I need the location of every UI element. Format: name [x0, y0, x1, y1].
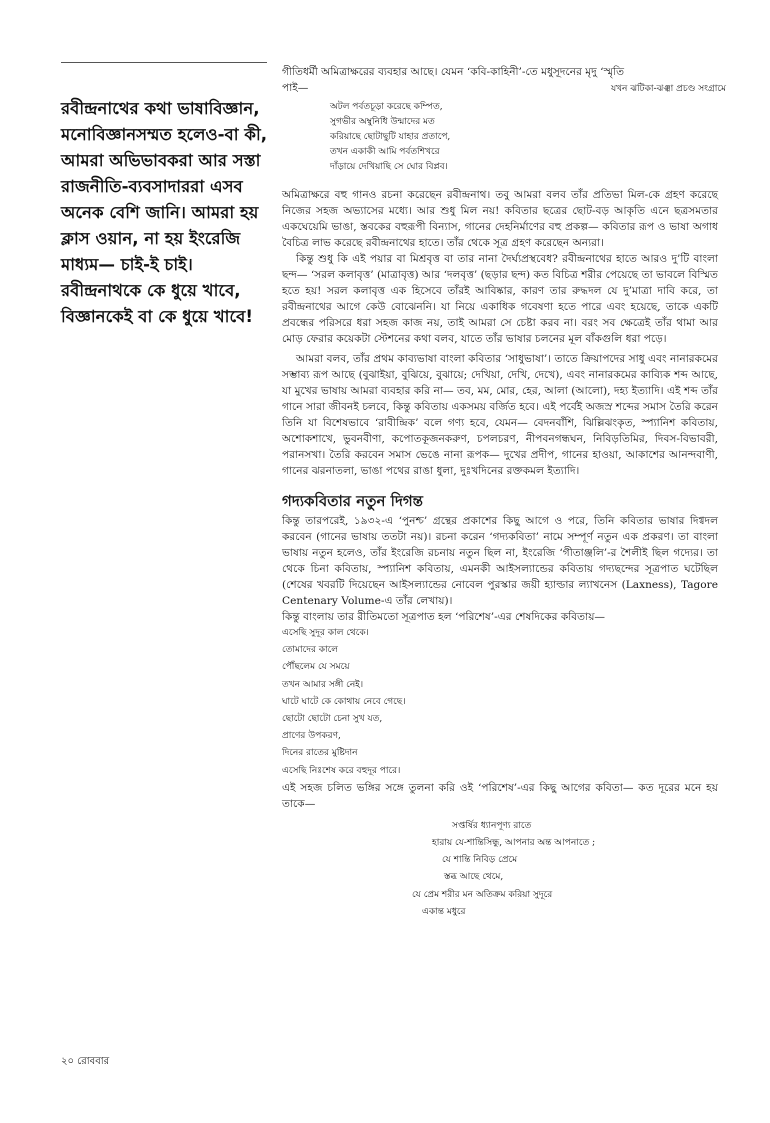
- verse-line: ছোটো ছোটো চেনা সুখ যত,: [282, 714, 383, 725]
- paragraph: কিন্তু তারপরেই, ১৯৩২-এ ‘পুনশ্চ’ গ্রন্থের প্রকাশের কিছু আগে ও পরে, তিনি কবিতার ভাষার দিগ্বদল করবেন (গানের ভাষায় ততটা নয়)। রচনা করেন ‘গদ্যকবিতা’ নামে সম্পূর্ণ নতুন এক প্রকরণ। তা বাংলা ভাষায় নতুন হলেও, তাঁর ইংরেজি রচনায় নতুন ছিল না, ইংরেজি ‘গীতাঞ্জলি’-র শৈলীই ছিল গদ্যের। তা থেকে চিনা কবিতায়, স্প্যানিশ কবিতায়, এমনকী আইসল্যান্ডের কবিতায় গদ্যছন্দের সূত্রপাত ঘটেছিল (শেষের খবরটি দিয়েছেন আইসল্যান্ডের নোবেল পুরস্কার জয়ী হ্যাল্ডার ল্যাখনেস (Laxness), Tagore Centenary Volume-এ তাঁর লেখায়)।: [282, 515, 718, 607]
- verse-line: যে শান্তি নিবিড় প্রেমে: [442, 855, 518, 866]
- verse-line: এসেছি নিঃশেষ করে বহুদূর পারে।: [282, 765, 401, 776]
- paragraph: এই সহজ চলিত ভঙ্গির সঙ্গে তুলনা করি ওই ‘পরিশেষ’-এর কিছু আগের কবিতা— কত দূরের মনে হয় তাকে—: [282, 781, 718, 810]
- verse-line: যে প্রেম শরীর মন অতিক্রম করিয়া সুদূরে: [412, 889, 553, 900]
- verse-line: একান্ত মধুরে: [422, 906, 466, 917]
- verse-line: তখন একাকী আমি পর্বতশিখরে: [330, 147, 440, 157]
- page-folio: ২০ রোববার: [61, 1056, 110, 1067]
- verse-line: অটল পর্বতচূড়া করেছে কম্পিত,: [330, 102, 443, 112]
- sidebar-top-rule: [61, 62, 267, 63]
- verse-line: দিনের রাতের মুষ্টিদান: [282, 748, 358, 759]
- verse-quote-1: [282, 100, 718, 175]
- verse-line: স্তব্ধ আছে থেমে,: [444, 872, 504, 883]
- opener-line-2: পাই—: [282, 82, 309, 94]
- pull-quote: রবীন্দ্রনাথের কথা ভাষাবিজ্ঞান, মনোবিজ্ঞানসম্মত হলেও-বা কী, আমরা অভিভাবকরা আর সস্তা রাজনীতি-ব্যবসাদাররা এসব অনেক বেশি জানি। আমরা হয় ক্লাস ওয়ান, না হয় ইংরেজি মাধ্যম— চাই-ই চাই। রবীন্দ্রনাথকে কে ধুয়ে খাবে, বিজ্ঞানকেই বা কে ধুয়ে খাবে!: [61, 99, 268, 326]
- opener-citation: যখন ঝটিকা-ঝঞ্ঝা প্রচণ্ড সংগ্রামে: [610, 84, 726, 94]
- verse-line: তখন আমার সঙ্গী নেই।: [282, 679, 364, 690]
- paragraph: কিন্তু বাংলায় তার রীতিমতো সূত্রপাত হল ‘পরিশেষ’-এর শেষদিকের কবিতায়—: [282, 611, 606, 623]
- verse-line: ঘাটে ঘাটে কে কোথায় নেবে গেছে।: [282, 696, 406, 707]
- verse-line: তোমাদের কালে: [282, 645, 339, 656]
- article-body: [282, 64, 726, 921]
- verse-quote-2: [282, 625, 718, 780]
- section-heading: গদ্যকবিতার নতুন দিগন্ত: [282, 492, 423, 510]
- verse-line: এসেছি সুদূর কাল থেকে।: [282, 628, 369, 638]
- opener-line-1: গীতিধর্মী অমিত্রাক্ষরের ব্যবহার আছে। যেমন ‘কবি-কাহিনী’-তে মধুসূদনের মৃদু ‘স্মৃতি: [282, 66, 625, 78]
- verse-quote-3: [282, 818, 718, 921]
- paragraph: আমরা বলব, তাঁর প্রথম কাব্যভাষা বাংলা কবিতার ‘সাধুভাষা’। তাতে ক্রিয়াপদের সাধু এবং নানারকমের সম্ভাব্য রূপ আছে (বুঝাইয়া, বুঝিয়ে, বুঝায়ে; দেখিয়া, দেখি, দেখে), এবং নানারকমের কাব্যিক শব্দ আছে, যা মুখের ভাষায় আমরা ব্যবহার করি না— তব, মম, মোর, হের, আলা (আলো), দহ্য ইত্যাদি। এই শব্দ তাঁর গানে সারা জীবনই চলবে, কিন্তু কবিতায় একসময় বর্জিত হবে। এই পর্বেই অজস্র শব্দের সমাস তৈরি করেন তিনি যা বিশেষভাবে ‘রাবীন্দ্রিক’ বলে গণ্য হবে, যেমন— বেদনবাঁশি, ঝিল্লিঝংকৃত, স্প্যানিশ কবিতায়, অশোকশাখে, ভুবনবীণা, কপোতকূজনকরুণ, চপলচরণ, নীপবনগন্ধঘন, নিবিড়তিমির, দিবস-বিভাবরী, পরানসখা। তৈরি করবেন সমাস ভেঙে নানা রূপক— দুখের প্রদীপ, গানের হাওয়া, আকাশের আনন্দবাণী, গানের ঝরনাতলা, ভাঙা পথের রাঙা ধুলা, দুঃখদিনের রক্তকমল ইত্যাদি।: [282, 353, 718, 477]
- verse-line: সপ্তর্ষির ধ্যানপূণ্য রাতে: [452, 820, 532, 831]
- verse-line: পৌঁছলেম যে সময়ে: [282, 662, 350, 673]
- verse-line: হারায় যে-শান্তিসিন্ধু, আপনার অন্ত আপনাতে ;: [432, 838, 596, 849]
- paragraph: অমিত্রাক্ষরে বহু গানও রচনা করেছেন রবীন্দ্রনাথ। তবু আমরা বলব তাঁর প্রতিভা মিল-কে গ্রহণ করেছে নিজের সহজ অভ্যাসের মধ্যে। আর শুধু মিল নয়! কবিতার ছত্রের ছোট-বড় আকৃতি এনে ছত্রসমতার একঘেয়েমি ভাঙা, স্তবকের বহুরূপী বিন্যাস, গানের দেহনির্মাণের বহু প্রকল্প— কবিতার রূপ ও ভাষা অগাধ বৈচিত্র লাভ করেছে রবীন্দ্রনাথের হাতে। তাঁর থেকে সূত্র গ্রহণ করেছেন অন্যরা।: [282, 189, 718, 249]
- verse-line: দাঁড়ায়ে দেখিয়াছি সে ঘোর বিপ্লব।: [330, 162, 448, 172]
- paragraph: কিন্তু শুধু কি এই পয়ার বা মিশ্রবৃত্ত বা তার নানা দৈর্ঘ্যপ্রস্থবেধ? রবীন্দ্রনাথের হাতে আরও দু’টি বাংলা ছন্দ— ‘সরল কলাবৃত্ত’ (মাত্রাবৃত্ত) আর ‘দলবৃত্ত’ (ছড়ার ছন্দ) কত বিচিত্র শরীর পেয়েছে তা ভাবলে বিস্মিত হতে হয়! সরল কলাবৃত্ত এক হিসেবে তাঁরই আবিষ্কার, কারণ তার রুদ্ধদল যে দু’মাত্রা দাবি করে, তা রবীন্দ্রনাথের আগে কেউ বোঝেননি। যা নিয়ে একাধিক গবেষণা হতে পারে এবং হয়েছে, তাকে একটি প্রবন্ধের পরিসরে ধরা সহজ কাজ নয়, তাই আমরা সে চেষ্টা করব না। বরং সব ক্ষেত্রেই তাঁর থামা আর মোড় ফেরার কয়েকটা স্টেশনের কথা বলব, যাতে তাঁর ভাষার চলনের মূল বাঁকগুলি ধরা পড়ে।: [282, 253, 718, 345]
- article-opener: [282, 64, 726, 96]
- verse-line: সুগভীর অম্বুনিধি উন্মাদের মত: [330, 117, 435, 127]
- verse-line: প্রাণের উপকরণ,: [282, 731, 341, 742]
- verse-line: করিয়াছে ছোটাছুটি যাহার প্রতাপে,: [330, 132, 451, 142]
